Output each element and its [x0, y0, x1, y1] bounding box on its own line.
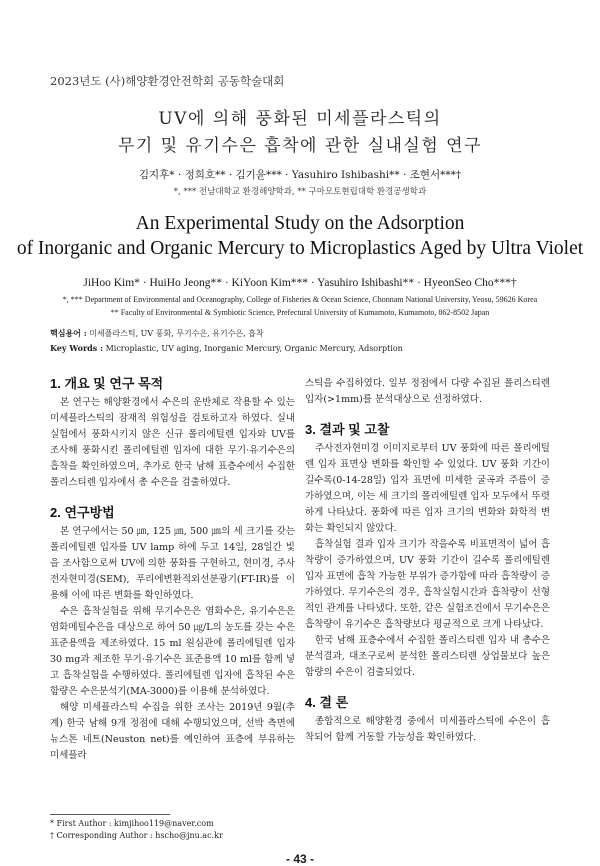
section-4-paragraph: 종합적으로 해양환경 중에서 미세플라스틱에 수은이 흡착되어 함께 거동할 가능성을 확인하였다. — [305, 716, 550, 743]
english-keywords-label: Key Words : — [50, 343, 104, 353]
section-4-heading: 4. 결 론 — [305, 695, 349, 710]
conference-header: 2023년도 (사)해양환경안전학회 공동학술대회 — [50, 74, 285, 88]
footnote-corresponding-author: † Corresponding Author : hscho@jnu.ac.kr — [50, 831, 223, 840]
page-number: - 43 - — [285, 852, 314, 866]
section-3-heading: 3. 결과 및 고찰 — [305, 422, 390, 437]
english-keywords — [50, 343, 403, 353]
section-2-paragraph-3-continued: 스틱을 수집하였다. 일부 정점에서 다량 수집된 폴리스티렌 입자(>1mm)를 분석대상으로 선정하였다. — [305, 378, 550, 405]
right-column — [305, 376, 550, 746]
section-2-paragraph-1: 본 연구에서는 50 ㎛, 125 ㎛, 500 ㎛의 세 크기를 갖는 폴리에틸렌 입자를 UV lamp 하에 두고 14일, 28일간 빛을 조사함으로써 UV에 의한 풍화를 구현하고, 현미경, 주사전자현미경(SEM), 푸리에변환적외선분광기(FT-IR)를 이용해 이에 따른 변화를 확인하였다. — [50, 526, 295, 601]
section-3-paragraph-2: 흡착실험 결과 입자 크기가 작을수록 비표면적이 넓어 흡착량이 증가하였으며, UV 풍화 기간이 길수록 폴리에틸렌 입자 표면에 흡착 가능한 부위가 증가함에 따라 흡착량이 증가하였다. 무기수은의 경우, 흡착실험시간과 흡착량이 선형적인 관계를 나타냈다. 또한, 같은 실험조건에서 무기수은은 흡착량이 유기수은 흡착량보다 평균적으로 크게 나타났다. — [305, 539, 550, 630]
section-3-paragraph-3: 한국 남해 표층수에서 수집한 폴리스티렌 입자 내 총수은 분석결과, 대조구로써 분석한 폴리스티렌 상업물보다 높은 함량의 수은이 검출되었다. — [305, 635, 550, 678]
english-affiliation-2: ** Faculty of Environmental & Symbiotic Science, Prefectural University of Kumamoto, Kumamoto, 862-8502 Japan — [110, 308, 490, 317]
section-1-heading: 1. 개요 및 연구 목적 — [50, 376, 164, 391]
section-1-paragraph: 본 연구는 해양환경에서 수은의 운반체로 작용할 수 있는 미세플라스틱의 잠재적 위험성을 검토하고자 하였다. 실내 실험에서 풍화시키지 않은 신규 폴리에틸렌 입자와 UV를 조사해 풍화시킨 폴리에틸렌 입자에 대한 무기·유기수은의 흡착을 확인하였으며, 추가로 한국 남해 표층수에서 수집한 폴리스티렌 입자에서 총 수은을 검출하였다. — [50, 397, 295, 488]
section-2-heading: 2. 연구방법 — [50, 505, 115, 520]
korean-affiliation: *, *** 전남대학교 환경해양학과, ** 구마모토현립대학 환경공생학과 — [173, 187, 427, 197]
section-2-paragraph-3: 해양 미세플라스틱 수집을 위한 조사는 2019년 9월(추계) 한국 남해 9개 정점에 대해 수행되었으며, 선박 측면에 뉴스톤 네트(Neuston net)를 예인하여 표층에 부유하는 미세플라 — [50, 702, 295, 761]
korean-title-line2: 무기 및 유기수은 흡착에 관한 실내실험 연구 — [117, 136, 483, 156]
korean-authors: 김지후* · 정희호** · 김기윤*** · Yasuhiro Ishibashi** · 조현서***† — [138, 169, 462, 181]
korean-keywords-text: 미세플라스틱, UV 풍화, 무기수은, 유기수은, 흡착 — [89, 329, 264, 338]
english-title-line2: of Inorganic and Organic Mercury to Microplastics Aged by Ultra Violet — [16, 238, 584, 259]
english-title-line1: An Experimental Study on the Adsorption — [135, 213, 465, 234]
footnote-divider — [50, 814, 170, 815]
english-keywords-text: Microplastic, UV aging, Inorganic Mercury, Organic Mercury, Adsorption — [105, 344, 403, 353]
english-affiliation-1: *, *** Department of Environmental and Oceanography, College of Fisheries & Ocean Science, Chonnam National University, Yeosu, 59626 Korea — [62, 295, 538, 304]
section-3-paragraph-1: 주사전자현미경 이미지로부터 UV 풍화에 따른 폴리에틸렌 입자 표면상 변화를 확인할 수 있었다. UV 풍화 기간이 길수록(0-14-28일) 입자 표면에 미세한 굴곡과 주름이 증가하였으며, 이는 세 크기의 폴리에틸렌 입자 모두에서 뚜렷하게 나타났다. 풍화에 따른 입자 크기의 변화와 화학적 변화는 확인되지 않았다. — [305, 443, 550, 534]
section-2-paragraph-2: 수은 흡착실험을 위해 무기수은은 염화수은, 유기수은은 염화메틸수은을 대상으로 하여 50 ㎍/L의 농도를 갖는 수은 표준용액을 제조하였다. 15 ml 원심관에 폴리에틸렌 입자 30 mg과 제조한 무기·유기수은 표준용액 10 ml를 함께 넣고 흡착실험을 수행하였다. 폴리에틸렌 입자에 흡착된 수은 함량은 수은분석기(MA-3000)를 이용해 분석하였다. — [50, 606, 295, 697]
left-column — [50, 376, 295, 764]
korean-keywords — [50, 328, 264, 339]
korean-keywords-label: 핵심용어 : — [50, 328, 87, 338]
footnote-first-author: * First Author : kimjihoo119@naver.com — [50, 819, 214, 828]
korean-title-line1: UV에 의해 풍화된 미세플라스틱의 — [158, 109, 442, 129]
english-authors: JiHoo Kim* · HuiHo Jeong** · KiYoon Kim*** · Yasuhiro Ishibashi** · HyeonSeo Cho***† — [83, 277, 517, 289]
